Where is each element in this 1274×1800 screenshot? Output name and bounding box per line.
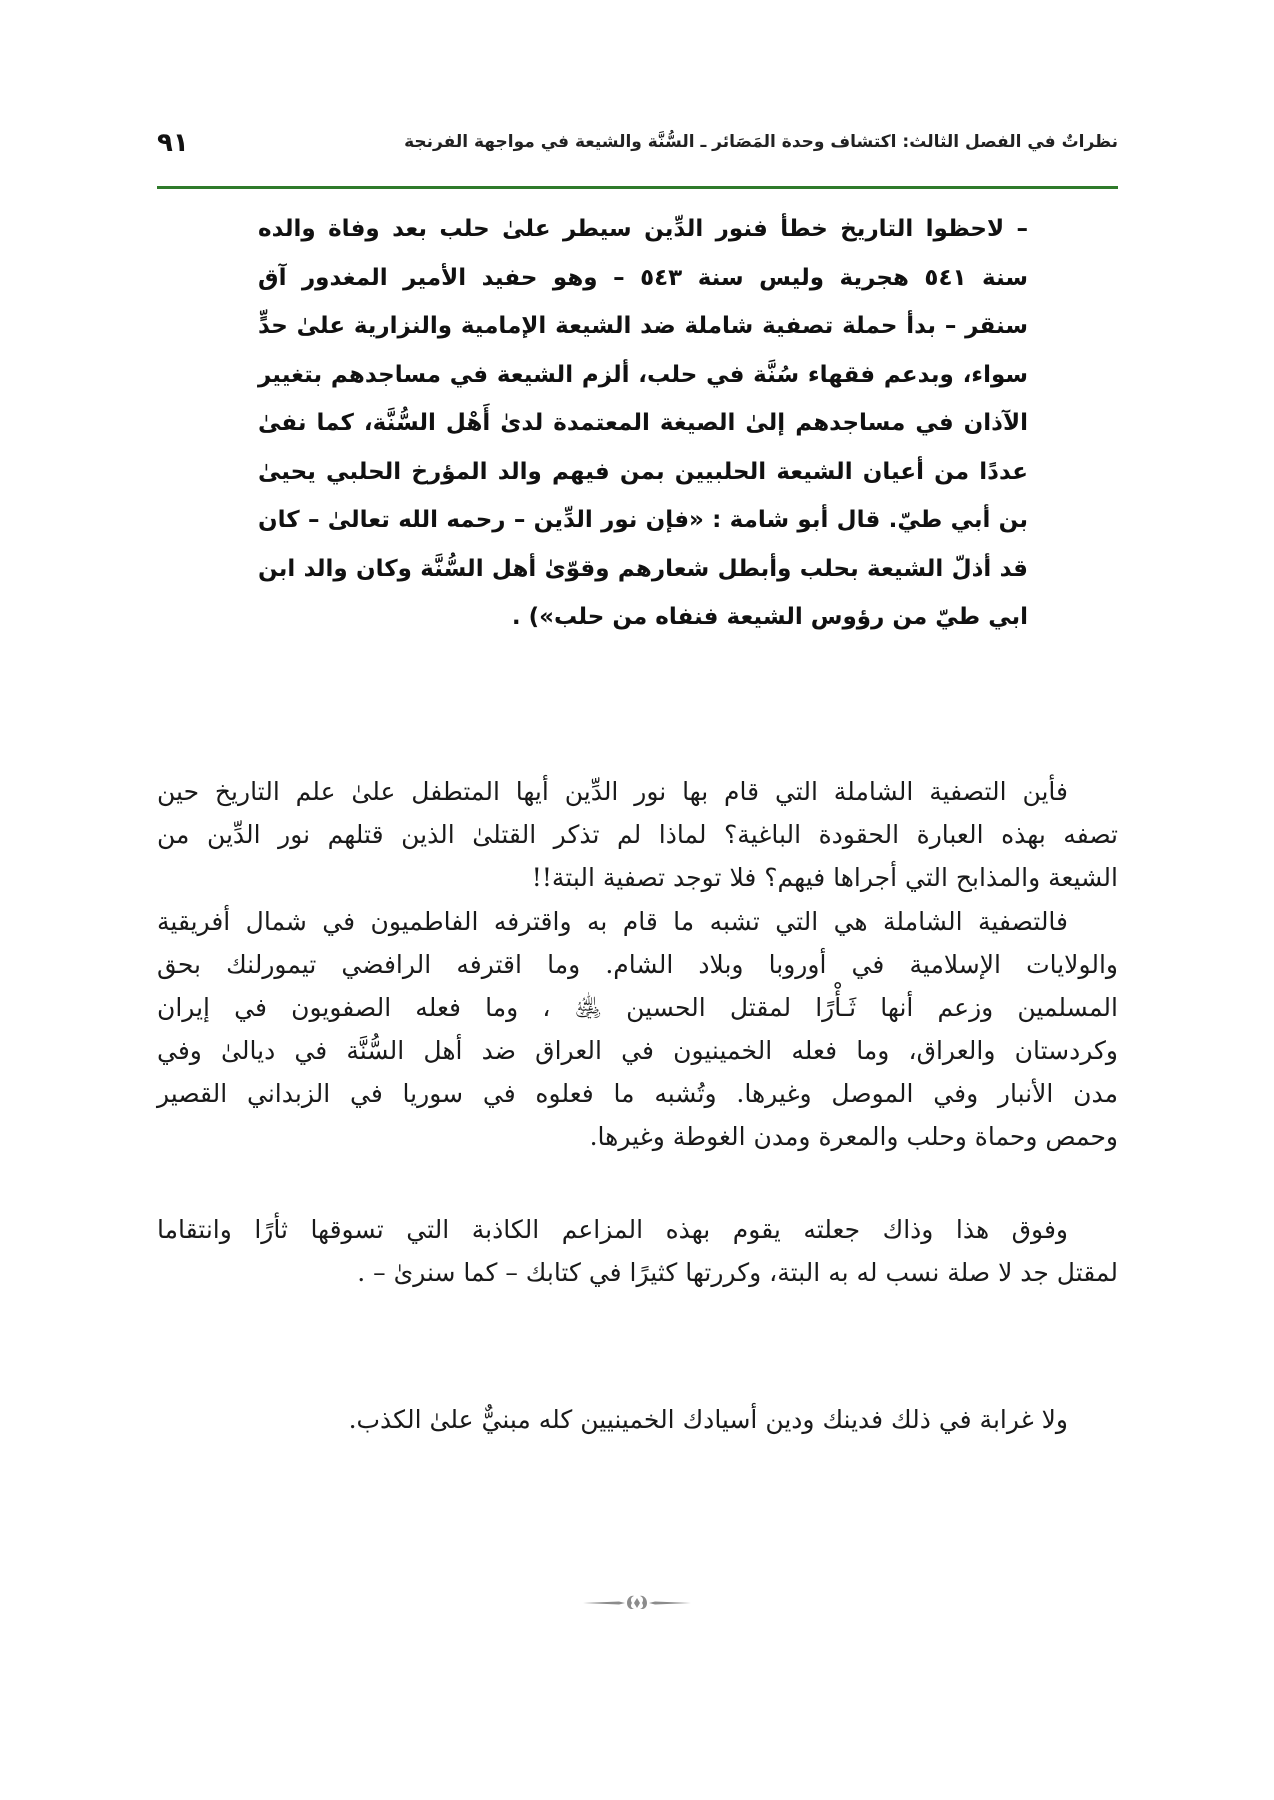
paragraph-line: المسلمين وزعم أنها ثَـأْرًا لمقتل الحسين ﵁ ، وما فعله الصفويون في إيران [157,993,1118,1022]
quote-line: سنقر – بدأ حملة تصفية شاملة ضد الشيعة الإمامية والنزارية علىٰ حدٍّ [258,313,1028,339]
paragraph-line: وحمص وحماة وحلب والمعرة ومدن الغوطة وغيرها. [589,1122,1118,1151]
page-header [157,128,1118,168]
running-title: نظراتٌ في الفصل الثالث: اكتشاف وحدة المَصَائر ـ السُّنَّة والشيعة في مواجهة الفرنجة [404,132,1118,152]
quote-line: قد أذلّ الشيعة بحلب وأبطل شعارهم وقوّىٰ أهل السُّنَّة وكان والد ابن [258,555,1028,582]
paragraph-line: والولايات الإسلامية في أوروبا وبلاد الشام. وما اقترفه الرافضي تيمورلنك بحق [157,950,1118,979]
quote-line: سنة ٥٤١ هجرية وليس سنة ٥٤٣ – وهو حفيد الأمير المغدور آق [258,264,1028,291]
quote-line: – لاحظوا التاريخ خطأ فنور الدِّين سيطر علىٰ حلب بعد وفاة والده [258,216,1028,242]
paragraph-line: الشيعة والمذابح التي أجراها فيهم؟ فلا توجد تصفية البتة!! [531,863,1118,892]
quote-line: بن أبي طيّ. قال أبو شامة : «فإن نور الدِّين – رحمه الله تعالىٰ – كان [258,507,1028,533]
paragraph-line: فالتصفية الشاملة هي التي تشبه ما قام به واقترفه الفاطميون في شمال أفريقية [157,907,1068,936]
body-paragraph [157,770,1118,899]
paragraph-line: لمقتل جد لا صلة نسب له به البتة، وكررتها كثيرًا في كتابك – كما سنرىٰ – . [357,1258,1118,1287]
paragraph-line: ولا غرابة في ذلك فدينك ودين أسيادك الخمينيين كله مبنيٌّ علىٰ الكذب. [348,1405,1068,1434]
page-number: ٩١ [157,128,189,158]
paragraph-line: فأين التصفية الشاملة التي قام بها نور الدِّين أيها المتطفل علىٰ علم التاريخ حين [157,777,1068,806]
body-paragraph [157,900,1118,1158]
quote-line: سواء، وبدعم فقهاء سُنَّة في حلب، ألزم الشيعة في مساجدهم بتغيير [258,361,1028,388]
body-paragraph [157,1398,1118,1441]
paragraph-line: وفوق هذا وذاك جعلته يقوم بهذه المزاعم الكاذبة التي تسوقها ثأرًا وانتقاما [157,1215,1068,1244]
quote-line: الآذان في مساجدهم إلىٰ الصيغة المعتمدة لدىٰ أَهْل السُّنَّة، كما نفىٰ [258,410,1028,436]
quote-line: ابي طيّ من رؤوس الشيعة فنفاه من حلب») . [511,604,1028,630]
quoted-passage [258,205,1028,642]
header-rule [157,186,1118,189]
paragraph-line: تصفه بهذه العبارة الحقودة الباغية؟ لماذا لم تذكر القتلىٰ الذين قتلهم نور الدِّين من [157,820,1118,849]
paragraph-line: مدن الأنبار وفي الموصل وغيرها. وتُشبه ما فعلوه في سوريا في الزبداني القصير [157,1079,1118,1108]
section-end-ornament-icon [583,1593,691,1609]
body-paragraph [157,1208,1118,1294]
quote-line: عددًا من أعيان الشيعة الحلبيين بمن فيهم والد المؤرخ الحلبي يحيىٰ [258,458,1028,485]
paragraph-line: وكردستان والعراق، وما فعله الخمينيون في العراق ضد أهل السُّنَّة في ديالىٰ وفي [157,1036,1118,1065]
